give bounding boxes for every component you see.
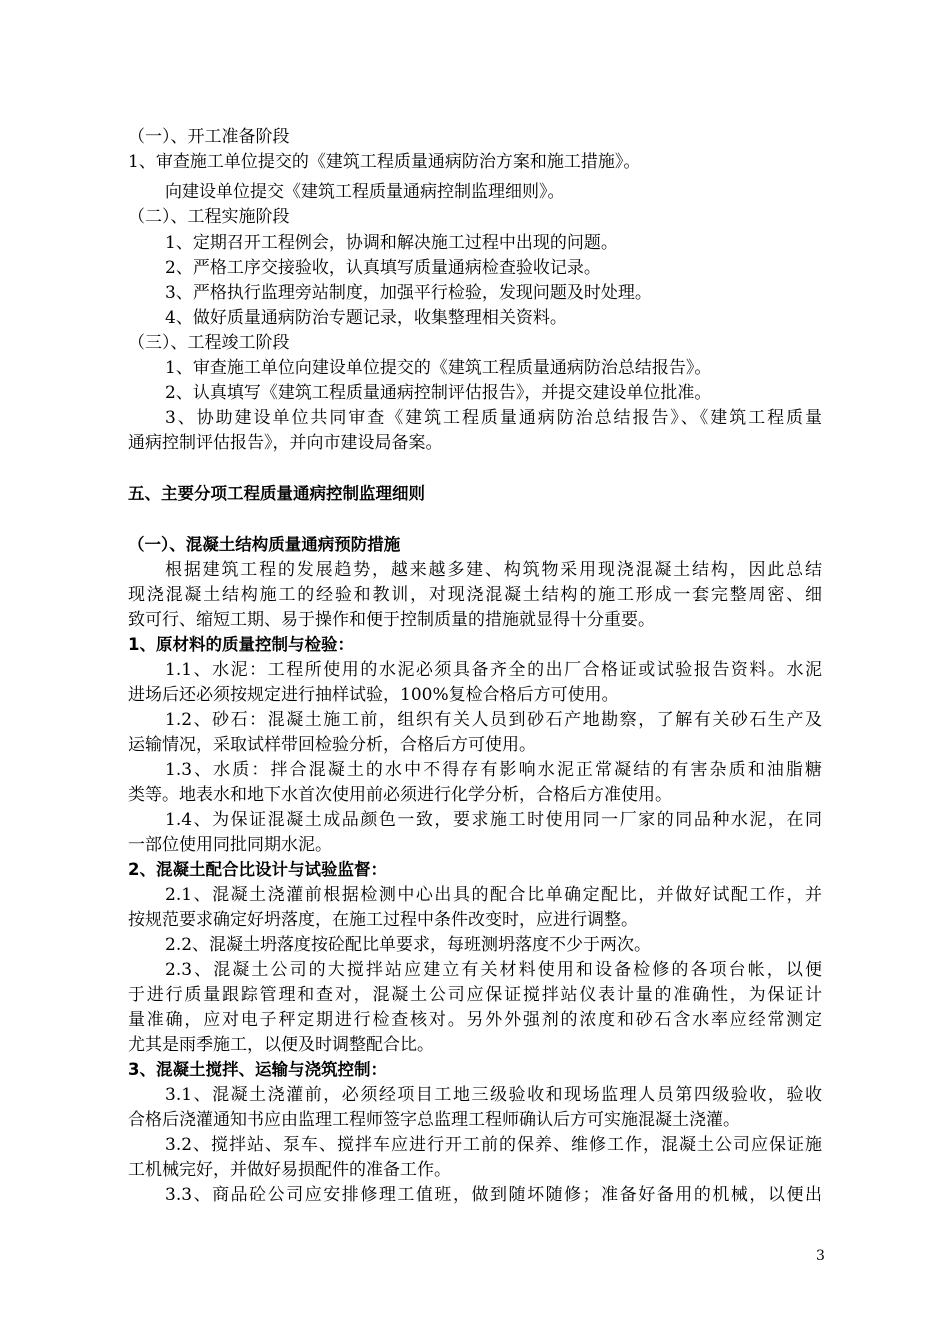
paragraph-line: 1.4、为保证混凝土成品颜色一致，要求施工时使用同一厂家的同品种水泥，在同 bbox=[165, 810, 822, 830]
paragraph-line: 4、做好质量通病防治专题记录，收集整理相关资料。 bbox=[165, 308, 567, 328]
paragraph-line: 于进行质量跟踪管理和查对，混凝土公司应保证搅拌站仪表计量的准确性，为保证计 bbox=[128, 985, 822, 1005]
paragraph-line: 2.2、混凝土坍落度按砼配比单要求，每班测坍落度不少于两次。 bbox=[165, 935, 652, 955]
paragraph-line: 3、严格执行监理旁站制度，加强平行检验，发现问题及时处理。 bbox=[165, 283, 652, 303]
paragraph-line: 1、审查施工单位提交的《建筑工程质量通病防治方案和施工措施》。 bbox=[128, 152, 641, 172]
item-heading: 1、原材料的质量控制与检验： bbox=[128, 635, 354, 654]
paragraph-line: 1.3、水质：拌合混凝土的水中不得存有影响水泥正常凝结的有害杂质和油脂糖 bbox=[165, 760, 822, 780]
paragraph-line: 进场后还必须按规定进行抽样试验，100%复检合格后方可使用。 bbox=[128, 685, 619, 705]
subsection-heading: （一）、混凝土结构质量通病预防措施 bbox=[128, 535, 401, 554]
paragraph-line: 致可行、缩短工期、易于操作和便于控制质量的措施就显得十分重要。 bbox=[128, 610, 655, 630]
section-heading: （三）、工程竣工阶段 bbox=[128, 333, 290, 353]
paragraph-line: 2.3、混凝土公司的大搅拌站应建立有关材料使用和设备检修的各项台帐，以便 bbox=[165, 960, 822, 980]
paragraph-line: 2.1、混凝土浇灌前根据检测中心出具的配合比单确定配比，并做好试配工作，并 bbox=[165, 885, 822, 905]
paragraph-line: 2、严格工序交接验收，认真填写质量通病检查验收记录。 bbox=[165, 258, 601, 278]
paragraph-line: 3.1、混凝土浇灌前，必须经项目工地三级验收和现场监理人员第四级验收，验收 bbox=[165, 1085, 822, 1105]
chapter-heading: 五、主要分项工程质量通病控制监理细则 bbox=[128, 484, 425, 503]
paragraph-line: 运输情况，采取试样带回检验分析，合格后方可使用。 bbox=[128, 735, 536, 755]
paragraph-line: 现浇混凝土结构施工的经验和教训，对现浇混凝土结构的施工形成一套完整周密、细 bbox=[128, 585, 822, 605]
paragraph-line: 3.2、搅拌站、泵车、搅拌车应进行开工前的保养、维修工作，混凝土公司应保证施 bbox=[165, 1135, 822, 1155]
paragraph-line: 一部位使用同批同期水泥。 bbox=[128, 835, 332, 855]
paragraph-line: 2、认真填写《建筑工程质量通病控制评估报告》，并提交建设单位批准。 bbox=[165, 383, 712, 403]
item-heading: 2、混凝土配合比设计与试验监督： bbox=[128, 860, 387, 879]
paragraph-line: 量准确，应对电子秤定期进行检查核对。另外外强剂的浓度和砂石含水率应经常测定 bbox=[128, 1010, 822, 1030]
paragraph-line: 根据建筑工程的发展趋势，越来越多建、构筑物采用现浇混凝土结构，因此总结 bbox=[165, 560, 822, 580]
paragraph-line: 工机械完好，并做好易损配件的准备工作。 bbox=[128, 1160, 451, 1180]
paragraph-line: 1.1、水泥：工程所使用的水泥必须具备齐全的出厂合格证或试验报告资料。水泥 bbox=[165, 660, 822, 680]
paragraph-line: 通病控制评估报告》，并向市建设局备案。 bbox=[128, 433, 443, 453]
paragraph-line: 1.2、砂石：混凝土施工前，组织有关人员到砂石产地勘察，了解有关砂石生产及 bbox=[165, 710, 822, 730]
paragraph-line: 3、协助建设单位共同审查《建筑工程质量通病防治总结报告》、《建筑工程质量 bbox=[165, 408, 822, 428]
paragraph-line: 向建设单位提交《建筑工程质量通病控制监理细则》。 bbox=[165, 182, 565, 202]
section-heading: （二）、工程实施阶段 bbox=[128, 207, 290, 227]
paragraph-line: 1、审查施工单位向建设单位提交的《建筑工程质量通病防治总结报告》。 bbox=[165, 358, 712, 378]
paragraph-line: 1、定期召开工程例会，协调和解决施工过程中出现的问题。 bbox=[165, 233, 618, 253]
section-heading: （一）、开工准备阶段 bbox=[128, 127, 290, 147]
page-number: 3 bbox=[816, 1248, 825, 1264]
paragraph-line: 按规范要求确定好坍落度，在施工过程中条件改变时，应进行调整。 bbox=[128, 910, 638, 930]
paragraph-line: 合格后浇灌通知书应由监理工程师签字总监理工程师确认后方可实施混凝土浇灌。 bbox=[128, 1110, 740, 1130]
paragraph-line: 类等。地表水和地下水首次使用前必须进行化学分析，合格后方准使用。 bbox=[128, 785, 672, 805]
paragraph-line: 尤其是雨季施工，以便及时调整配合比。 bbox=[128, 1035, 434, 1055]
item-heading: 3、混凝土搅拌、运输与浇筑控制： bbox=[128, 1060, 387, 1079]
paragraph-line: 3.3、商品砼公司应安排修理工值班，做到随坏随修；准备好备用的机械，以便出 bbox=[165, 1185, 822, 1205]
